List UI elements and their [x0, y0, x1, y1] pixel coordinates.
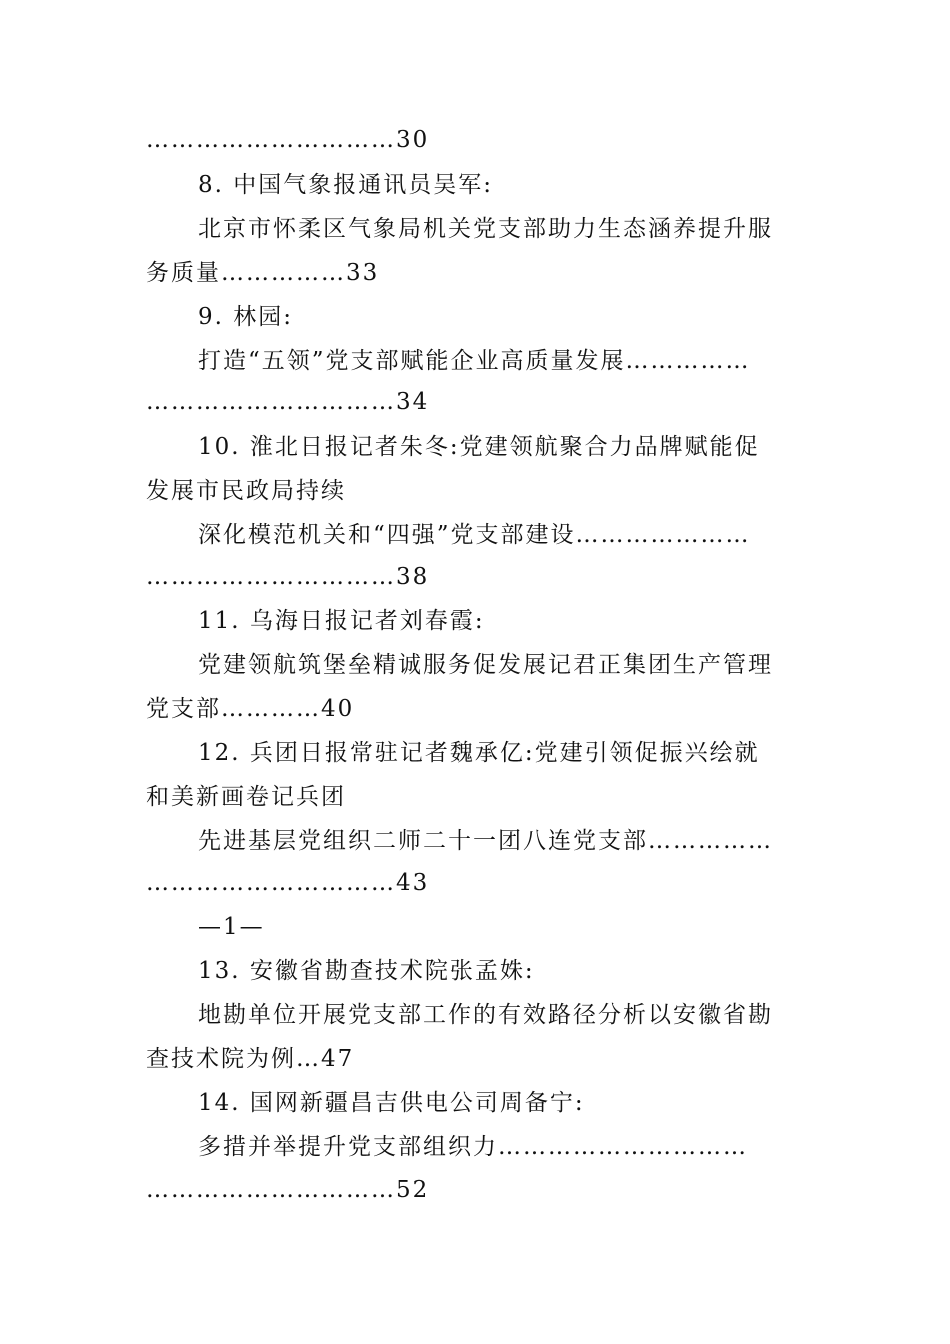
toc-line-1: …………………………30: [146, 127, 430, 153]
toc-line-9: 发展市民政局持续: [146, 478, 346, 504]
page-number: —1—: [198, 914, 265, 940]
toc-line-3: 北京市怀柔区气象局机关党支部助力生态涵养提升服: [198, 216, 773, 242]
toc-line-18: …………………………43: [146, 870, 430, 896]
toc-line-6: 打造“五领”党支部赋能企业高质量发展……………: [198, 348, 751, 374]
toc-line-24: 多措并举提升党支部组织力…………………………: [198, 1134, 748, 1160]
toc-line-23: 14. 国网新疆昌吉供电公司周备宁:: [198, 1090, 585, 1116]
toc-line-17: 先进基层党组织二师二十一团八连党支部……………: [198, 828, 773, 854]
toc-line-25: …………………………52: [146, 1177, 430, 1203]
toc-line-8: 10. 淮北日报记者朱冬:党建领航聚合力品牌赋能促: [198, 434, 760, 460]
toc-line-5: 9. 林园:: [198, 304, 294, 330]
toc-line-4: 务质量……………33: [146, 260, 380, 286]
toc-line-7: …………………………34: [146, 389, 430, 415]
toc-line-21: 地勘单位开展党支部工作的有效路径分析以安徽省勘: [198, 1002, 773, 1028]
toc-line-15: 12. 兵团日报常驻记者魏承亿:党建引领促振兴绘就: [198, 740, 760, 766]
toc-line-14: 党支部…………40: [146, 696, 355, 722]
toc-line-10: 深化模范机关和“四强”党支部建设…………………: [198, 522, 751, 548]
toc-line-12: 11. 乌海日报记者刘春霞:: [198, 608, 485, 634]
toc-line-2: 8. 中国气象报通讯员吴军:: [198, 172, 494, 198]
toc-line-20: 13. 安徽省勘查技术院张孟姝:: [198, 958, 535, 984]
toc-line-11: …………………………38: [146, 564, 430, 590]
toc-line-22: 查技术院为例…47: [146, 1046, 355, 1072]
toc-line-13: 党建领航筑堡垒精诚服务促发展记君正集团生产管理: [198, 652, 773, 678]
toc-line-16: 和美新画卷记兵团: [146, 784, 346, 810]
